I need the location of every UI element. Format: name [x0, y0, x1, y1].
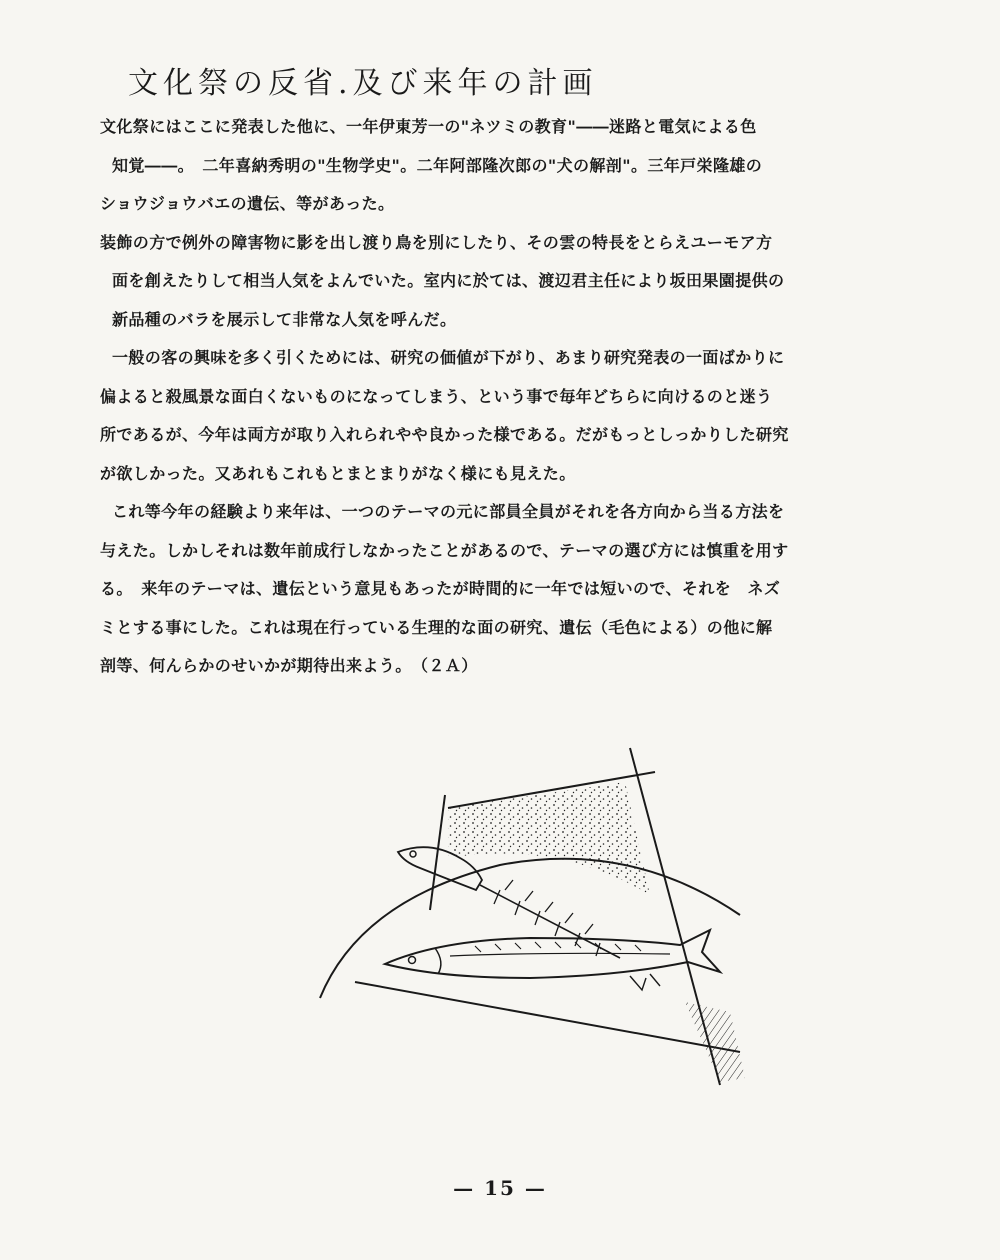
text-line: ショウジョウバエの遺伝、等があった。	[100, 194, 395, 213]
text-line: 文化祭にはここに発表した他に、一年伊東芳一の"ネツミの教育"――迷路と電気による色	[100, 117, 757, 136]
text-line: ミとする事にした。これは現在行っている生理的な面の研究、遺伝（毛色による）の他に解	[100, 617, 773, 637]
fish-stripes	[475, 942, 641, 952]
page-number-dash-left: —	[453, 1176, 476, 1200]
sketch-line	[355, 982, 740, 1052]
body-text	[100, 108, 930, 686]
hatch-shade	[685, 1002, 745, 1082]
page-number	[0, 1176, 1000, 1200]
stipple-shade	[448, 782, 650, 895]
text-line: 偏よると殺風景な面白くないものになってしまう、という事で毎年どちらに向けるのと迷う	[100, 386, 773, 406]
sketch-line	[430, 795, 445, 910]
text-line: 面を創えたりして相当人気をよんでいた。室内に於ては、渡辺君主任により坂田果園提供の	[112, 271, 785, 290]
page-title: 文化祭の反省.及び来年の計画	[128, 66, 598, 101]
text-line: が欲しかった。又あれもこれもとまとまりがなく様にも見えた。	[100, 463, 576, 483]
text-line: 与えた。しかしそれは数年前成行しなかったことがあるので、テーマの選び方には慎重を用す	[100, 540, 789, 560]
text-line: 新品種のバラを展示して非常な人気を呼んだ。	[112, 309, 457, 329]
fish-bones	[494, 880, 600, 956]
text-line: 剖等、何んらかのせいかが期待出来よう。 （２Ａ）	[100, 656, 478, 675]
text-line: これ等今年の経験より来年は、一つのテーマの元に部員全員がそれを各方向から当る方法を	[112, 502, 785, 521]
fish-on-plate-sketch-icon	[300, 740, 760, 1100]
text-line: る。 来年のテーマは、遺伝という意見もあったが時間的に一年では短いので、それを ネズ	[100, 579, 781, 598]
text-line: 所であるが、今年は両方が取り入れられやや良かった様である。だがもっとしっかりした研究	[100, 425, 789, 444]
page-number-dash-right: —	[524, 1176, 547, 1200]
text-line: 知覚――。 二年喜納秀明の"生物学史"。二年阿部隆次郎の"犬の解剖"。三年戸栄隆雄の	[112, 155, 763, 175]
text-line: 一般の客の興味を多く引くためには、研究の価値が下がり、あまり研究発表の一面ばかりに	[112, 348, 785, 367]
text-line: 装飾の方で例外の障害物に影を出し渡り鳥を別にしたり、その雲の特長をとらえユーモア方	[100, 232, 773, 252]
page-number-value: 15	[484, 1176, 516, 1200]
